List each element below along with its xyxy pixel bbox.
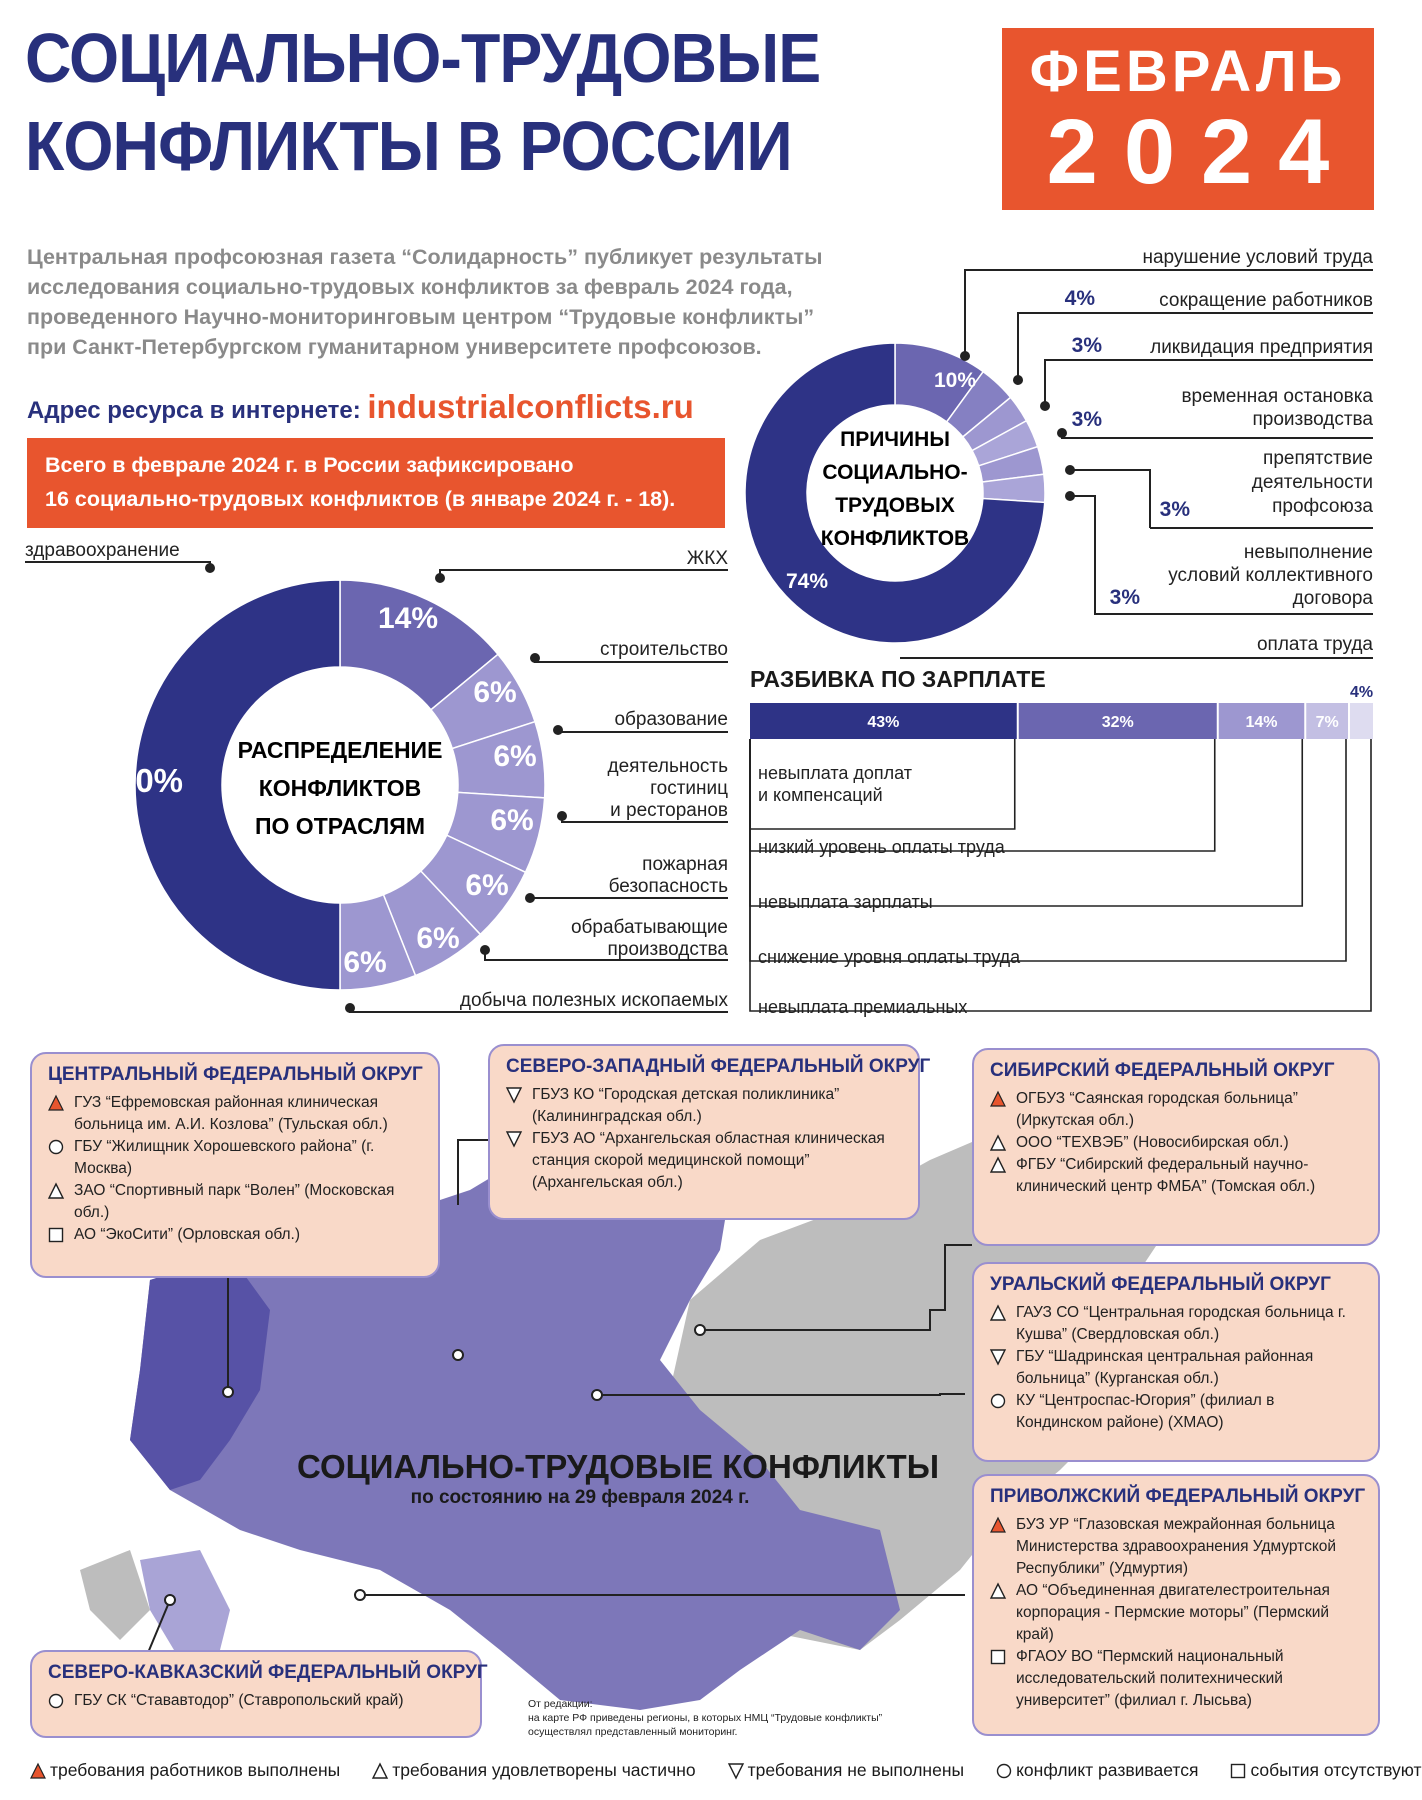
title-line-1: СОЦИАЛЬНО-ТРУДОВЫЕ bbox=[25, 19, 821, 97]
region-northwest bbox=[488, 1044, 931, 1220]
region-item: ГБУ “Шадринская центральная районная больница” (Курганская обл.) bbox=[990, 1346, 1362, 1390]
leader-zhkh bbox=[440, 570, 728, 578]
intro-line: Центральная профсоюзная газета “Солидарность” публикует результаты bbox=[27, 245, 823, 269]
web-label: Адрес ресурса в интернете: bbox=[27, 397, 368, 424]
status-notmet-icon bbox=[990, 1349, 1006, 1365]
salary-label: невыплата доплат bbox=[758, 763, 912, 783]
status-met-icon bbox=[48, 1095, 64, 1111]
salary-connector bbox=[750, 739, 1015, 829]
pct-stop: 3% bbox=[1071, 408, 1102, 431]
status-met-icon bbox=[30, 1763, 46, 1779]
label-cuts: сокращение работников bbox=[1159, 290, 1373, 311]
pct-cuts: 4% bbox=[1064, 287, 1095, 310]
region-item: АО “Объединенная двигателестроительная корпорация - Пермские моторы” (Пермский край) bbox=[990, 1580, 1362, 1646]
date-year: 2024 bbox=[1046, 101, 1356, 203]
label-fire-1: пожарная bbox=[642, 854, 728, 875]
label-health: здравоохранение bbox=[25, 540, 180, 561]
page-title bbox=[25, 14, 908, 190]
web-link[interactable]: industrialconflicts.ru bbox=[367, 388, 694, 425]
pct-violation: 10% bbox=[933, 369, 977, 392]
pct-cba: 3% bbox=[1109, 586, 1140, 609]
status-notmet-icon bbox=[728, 1763, 744, 1779]
region-title: СИБИРСКИЙ ФЕДЕРАЛЬНЫЙ ОКРУГ bbox=[990, 1060, 1335, 1081]
label-violation: нарушение условий труда bbox=[1142, 247, 1373, 268]
legend-item-partial: требования удовлетворены частично bbox=[372, 1760, 695, 1781]
status-developing-icon bbox=[48, 1139, 64, 1155]
leader-stop bbox=[1062, 433, 1373, 438]
pct-health: 50% bbox=[116, 762, 184, 799]
region-item: ОГБУЗ “Саянская городская больница” (Иркутская обл.) bbox=[990, 1088, 1362, 1132]
region-caucasus bbox=[30, 1650, 488, 1738]
region-item: ООО “ТЕХВЭБ” (Новосибирская обл.) bbox=[990, 1132, 1362, 1154]
region-item: АО “ЭкоСити” (Орловская обл.) bbox=[48, 1224, 422, 1246]
region-item: ГБУ СК “Стававтодор” (Ставропольский край) bbox=[48, 1690, 464, 1712]
salary-title: РАЗБИВКА ПО ЗАРПЛАТЕ bbox=[750, 666, 1046, 692]
map-subtitle: по состоянию на 29 февраля 2024 г. bbox=[410, 1487, 750, 1508]
label-manuf-1: обрабатывающие bbox=[570, 917, 728, 938]
status-partial-icon bbox=[990, 1135, 1006, 1151]
date-badge bbox=[1002, 28, 1374, 210]
status-developing-icon bbox=[990, 1393, 1006, 1409]
label-hotels-3: и ресторанов bbox=[610, 800, 728, 821]
editor-note-line: на карте РФ приведены регионы, в которых НМЦ “Трудовые конфликты” bbox=[528, 1712, 883, 1724]
status-partial-icon bbox=[372, 1763, 388, 1779]
salary-segment bbox=[1350, 703, 1373, 739]
status-notmet-icon bbox=[506, 1087, 522, 1103]
label-hotels-2: гостиниц bbox=[650, 778, 728, 799]
editor-note-line: осуществлял представленный мониторинг. bbox=[528, 1726, 738, 1738]
total-line: 16 социально-трудовых конфликтов (в январе 2024 г. - 18). bbox=[45, 487, 676, 511]
label-stop-1: временная остановка bbox=[1181, 386, 1373, 407]
region-item: ФГАОУ ВО “Пермский национальный исследовательский политехнический университет” (филиал г. Лысьва) bbox=[990, 1646, 1362, 1712]
pct-fire: 6% bbox=[465, 869, 509, 902]
map-title: СОЦИАЛЬНО-ТРУДОВЫЕ КОНФЛИКТЫ bbox=[296, 1448, 940, 1485]
map-point-siberia bbox=[695, 1325, 705, 1335]
status-partial-icon bbox=[990, 1157, 1006, 1173]
connector-ural bbox=[597, 1394, 965, 1395]
map-point-central bbox=[223, 1387, 233, 1397]
salary-chart bbox=[745, 663, 1385, 1023]
region-item: КУ “Центроспас-Югория” (филиал в Кондинском районе) (ХМАО) bbox=[990, 1390, 1362, 1434]
status-partial-icon bbox=[990, 1305, 1006, 1321]
region-list bbox=[990, 1088, 1362, 1198]
label-manuf-2: производства bbox=[607, 939, 728, 960]
salary-pct: 7% bbox=[1315, 714, 1339, 731]
salary-rows bbox=[750, 739, 1371, 1017]
salary-pct: 32% bbox=[1101, 714, 1134, 731]
label-union-2: деятельности bbox=[1251, 472, 1373, 493]
region-title: СЕВЕРО-КАВКАЗСКИЙ ФЕДЕРАЛЬНЫЙ ОКРУГ bbox=[48, 1662, 488, 1683]
editor-note bbox=[528, 1697, 948, 1739]
pct-mining: 6% bbox=[343, 946, 387, 979]
region-title: ПРИВОЛЖСКИЙ ФЕДЕРАЛЬНЫЙ ОКРУГ bbox=[990, 1486, 1366, 1507]
intro-line: проведенного Научно-мониторинговым центром “Трудовые конфликты” bbox=[27, 305, 815, 329]
label-cba-1: невыполнение bbox=[1243, 542, 1373, 563]
legend bbox=[30, 1760, 1422, 1781]
region-item: ГАУЗ СО “Центральная городская больница г. Кушва” (Свердловская обл.) bbox=[990, 1302, 1362, 1346]
label-union-1: препятствие bbox=[1263, 448, 1373, 469]
region-item: ЗАО “Спортивный парк “Волен” (Московская обл.) bbox=[48, 1180, 422, 1224]
salary-pct: 14% bbox=[1245, 714, 1278, 731]
region-list bbox=[990, 1514, 1362, 1712]
industries-center-3: ПО ОТРАСЛЯМ bbox=[255, 813, 425, 839]
salary-pct: 4% bbox=[1349, 684, 1374, 701]
region-list bbox=[506, 1084, 902, 1194]
causes-center-3: ТРУДОВЫХ bbox=[835, 494, 955, 517]
region-item: ГБУ “Жилищник Хорошевского района” (г. Москва) bbox=[48, 1136, 422, 1180]
status-notmet-icon bbox=[506, 1131, 522, 1147]
leader-health bbox=[25, 562, 210, 568]
region-title: УРАЛЬСКИЙ ФЕДЕРАЛЬНЫЙ ОКРУГ bbox=[990, 1274, 1331, 1295]
map-point-caucasus bbox=[165, 1595, 175, 1605]
pct-hotels: 6% bbox=[490, 804, 534, 837]
pct-manuf: 6% bbox=[416, 922, 460, 955]
status-developing-icon bbox=[996, 1763, 1012, 1779]
label-construction: строительство bbox=[599, 639, 728, 660]
region-central bbox=[30, 1052, 440, 1278]
label-liquidation: ликвидация предприятия bbox=[1150, 337, 1373, 358]
pct-construction: 6% bbox=[473, 676, 517, 709]
label-pay: оплата труда bbox=[1256, 634, 1373, 655]
intro-line: исследования социально-трудовых конфликтов за февраль 2024 года, bbox=[27, 275, 793, 299]
map-south bbox=[80, 1550, 150, 1640]
label-mining: добыча полезных ископаемых bbox=[459, 990, 728, 1011]
legend-item-none: события отсутствуют bbox=[1230, 1760, 1421, 1781]
causes-chart bbox=[740, 238, 1380, 658]
leader-education bbox=[558, 730, 728, 732]
salary-pct: 43% bbox=[867, 714, 900, 731]
date-month: ФЕВРАЛЬ bbox=[1029, 39, 1347, 104]
industries-center-2: КОНФЛИКТОВ bbox=[258, 775, 422, 801]
causes-ring bbox=[745, 343, 1045, 643]
region-siberia bbox=[972, 1048, 1380, 1246]
region-item: ГБУЗ АО “Архангельская областная клиническая станция скорой медицинской помощи” (Архангельская обл.) bbox=[506, 1128, 902, 1194]
label-hotels-1: деятельность bbox=[607, 756, 728, 777]
salary-label: снижение уровня оплаты труда bbox=[758, 947, 1021, 967]
region-list bbox=[48, 1092, 422, 1246]
legend-item-notmet: требования не выполнены bbox=[728, 1760, 964, 1781]
causes-center-2: СОЦИАЛЬНО- bbox=[822, 461, 968, 484]
status-none-icon bbox=[48, 1227, 64, 1243]
salary-label: и компенсаций bbox=[758, 785, 883, 805]
region-volga bbox=[972, 1474, 1380, 1736]
pct-zhkh: 14% bbox=[377, 602, 439, 635]
map-point-volga bbox=[355, 1590, 365, 1600]
region-item: ГБУЗ КО “Городская детская поликлиника” (Калининградская обл.) bbox=[506, 1084, 902, 1128]
salary-label: невыплата премиальных bbox=[758, 997, 968, 1017]
label-union-3: профсоюза bbox=[1272, 496, 1373, 517]
status-partial-icon bbox=[990, 1583, 1006, 1599]
region-item: ФГБУ “Сибирский федеральный научно-клинический центр ФМБА” (Томская обл.) bbox=[990, 1154, 1362, 1198]
pct-union: 3% bbox=[1159, 498, 1190, 521]
leader-union bbox=[1070, 470, 1150, 528]
causes-center-1: ПРИЧИНЫ bbox=[840, 428, 950, 451]
editor-note-line: От редакции: bbox=[528, 1698, 593, 1710]
region-ural bbox=[972, 1262, 1380, 1462]
intro-line: при Санкт-Петербургском гуманитарном университете профсоюзов. bbox=[27, 335, 762, 359]
status-partial-icon bbox=[48, 1183, 64, 1199]
pct-pay: 74% bbox=[785, 570, 829, 593]
industries-center-1: РАСПРЕДЕЛЕНИЕ bbox=[237, 737, 443, 763]
label-cba-3: договора bbox=[1292, 588, 1373, 609]
total-line: Всего в феврале 2024 г. в России зафиксировано bbox=[45, 453, 574, 477]
region-list bbox=[48, 1690, 464, 1712]
region-title: ЦЕНТРАЛЬНЫЙ ФЕДЕРАЛЬНЫЙ ОКРУГ bbox=[48, 1064, 423, 1085]
label-cba-2: условий коллективного bbox=[1168, 565, 1373, 586]
legend-item-developing: конфликт развивается bbox=[996, 1760, 1198, 1781]
legend-item-met: требования работников выполнены bbox=[30, 1760, 340, 1781]
label-fire-2: безопасность bbox=[608, 876, 728, 897]
industries-chart bbox=[0, 540, 740, 1030]
region-item: ГУЗ “Ефремовская районная клиническая больница им. А.И. Козлова” (Тульская обл.) bbox=[48, 1092, 422, 1136]
status-met-icon bbox=[990, 1517, 1006, 1533]
region-list bbox=[990, 1302, 1362, 1434]
salary-label: низкий уровень оплаты труда bbox=[758, 837, 1005, 857]
status-none-icon bbox=[1230, 1763, 1246, 1779]
salary-label: невыплата зарплаты bbox=[758, 892, 933, 912]
web-resource bbox=[27, 388, 694, 426]
causes-center-4: КОНФЛИКТОВ bbox=[820, 527, 970, 550]
map-point-ural bbox=[592, 1390, 602, 1400]
label-stop-2: производства bbox=[1252, 409, 1373, 430]
status-met-icon bbox=[990, 1091, 1006, 1107]
total-banner bbox=[27, 438, 725, 528]
pct-education: 6% bbox=[493, 740, 537, 773]
status-none-icon bbox=[990, 1649, 1006, 1665]
label-zhkh: ЖКХ bbox=[686, 548, 728, 569]
pct-liquidation: 3% bbox=[1071, 334, 1102, 357]
salary-bar bbox=[750, 684, 1373, 739]
status-developing-icon bbox=[48, 1693, 64, 1709]
label-education: образование bbox=[614, 709, 728, 730]
region-item: БУЗ УР “Глазовская межрайонная больница Министерства здравоохранения Удмуртской Республики” (Удмуртия) bbox=[990, 1514, 1362, 1580]
map-point-northwest bbox=[453, 1350, 463, 1360]
region-title: СЕВЕРО-ЗАПАДНЫЙ ФЕДЕРАЛЬНЫЙ ОКРУГ bbox=[506, 1056, 931, 1077]
title-line-2: КОНФЛИКТЫ В РОССИИ bbox=[25, 107, 792, 185]
